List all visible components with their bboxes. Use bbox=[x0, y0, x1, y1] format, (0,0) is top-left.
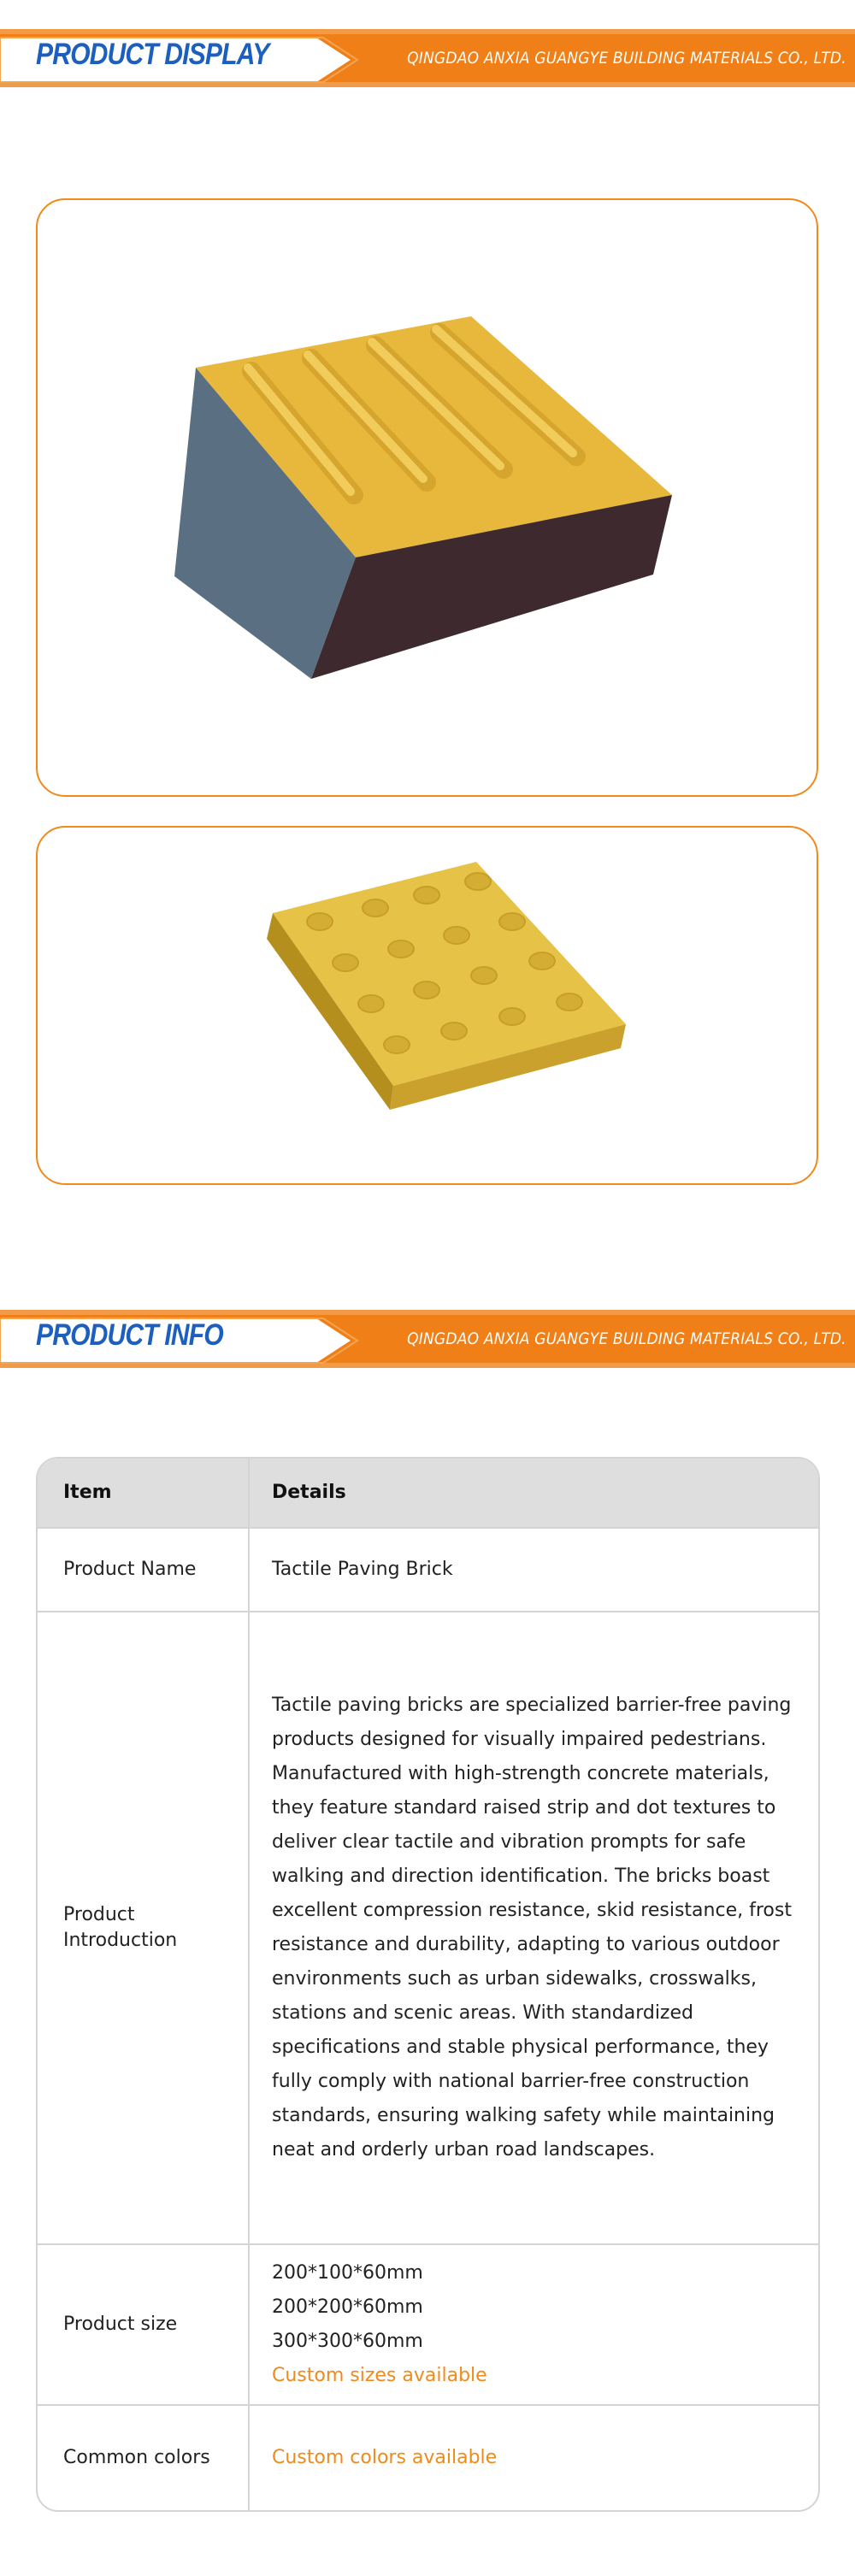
company-name: QINGDAO ANXIA GUANGYE BUILDING MATERIALS CO., LTD. bbox=[407, 49, 846, 68]
header-details: Details bbox=[272, 1482, 346, 1503]
size-option: 200*100*60mm bbox=[272, 2262, 423, 2284]
row-label: Product Name bbox=[38, 1529, 250, 1611]
product-display-banner bbox=[0, 29, 855, 91]
table-header-row bbox=[38, 1459, 818, 1527]
custom-colors-note: Custom colors available bbox=[272, 2447, 498, 2468]
table-row bbox=[38, 1527, 818, 1611]
table-row bbox=[38, 1611, 818, 2243]
dot-tactile-brick-image bbox=[38, 828, 820, 1187]
row-value: Tactile Paving Brick bbox=[272, 1559, 453, 1580]
row-label: Common colors bbox=[38, 2406, 250, 2510]
size-option: 200*200*60mm bbox=[272, 2296, 423, 2318]
company-name: QINGDAO ANXIA GUANGYE BUILDING MATERIALS CO., LTD. bbox=[407, 1329, 846, 1348]
header-item: Item bbox=[38, 1459, 250, 1527]
strip-tactile-brick-image bbox=[38, 200, 820, 799]
table-row bbox=[38, 2404, 818, 2510]
row-label: Product size bbox=[38, 2245, 250, 2404]
table-row bbox=[38, 2243, 818, 2404]
row-label-text: Product Introduction bbox=[63, 1904, 178, 1951]
row-label bbox=[38, 1612, 250, 2243]
product-info-banner bbox=[0, 1310, 855, 1371]
row-value bbox=[250, 2245, 818, 2404]
size-option: 300*300*60mm bbox=[272, 2331, 423, 2352]
product-image-frame-1 bbox=[36, 198, 818, 797]
section-title: PRODUCT INFO bbox=[36, 1318, 223, 1352]
product-image-frame-2 bbox=[36, 826, 818, 1185]
custom-sizes-note: Custom sizes available bbox=[272, 2365, 487, 2386]
product-info-table bbox=[36, 1457, 820, 2512]
row-value: Tactile paving bricks are specialized barrier-free paving products designed for visually impaired pedestrians. Manufactured with high-strength concrete materials, they feature standard raised strip and dot textures to deliver clear tactile and vibration prompts for safe walking and direction identification. The bricks boast excellent compression resistance, skid resistance, frost resistance and durability, adapting to various outdoor environments such as urban sidewalks, crosswalks, stations and scenic areas. With standardized specifications and stable physical performance, they fully comply with national barrier-free construction standards, ensuring walking safety while maintaining neat and orderly urban road landscapes. bbox=[272, 1695, 792, 2160]
section-title: PRODUCT DISPLAY bbox=[36, 38, 269, 71]
